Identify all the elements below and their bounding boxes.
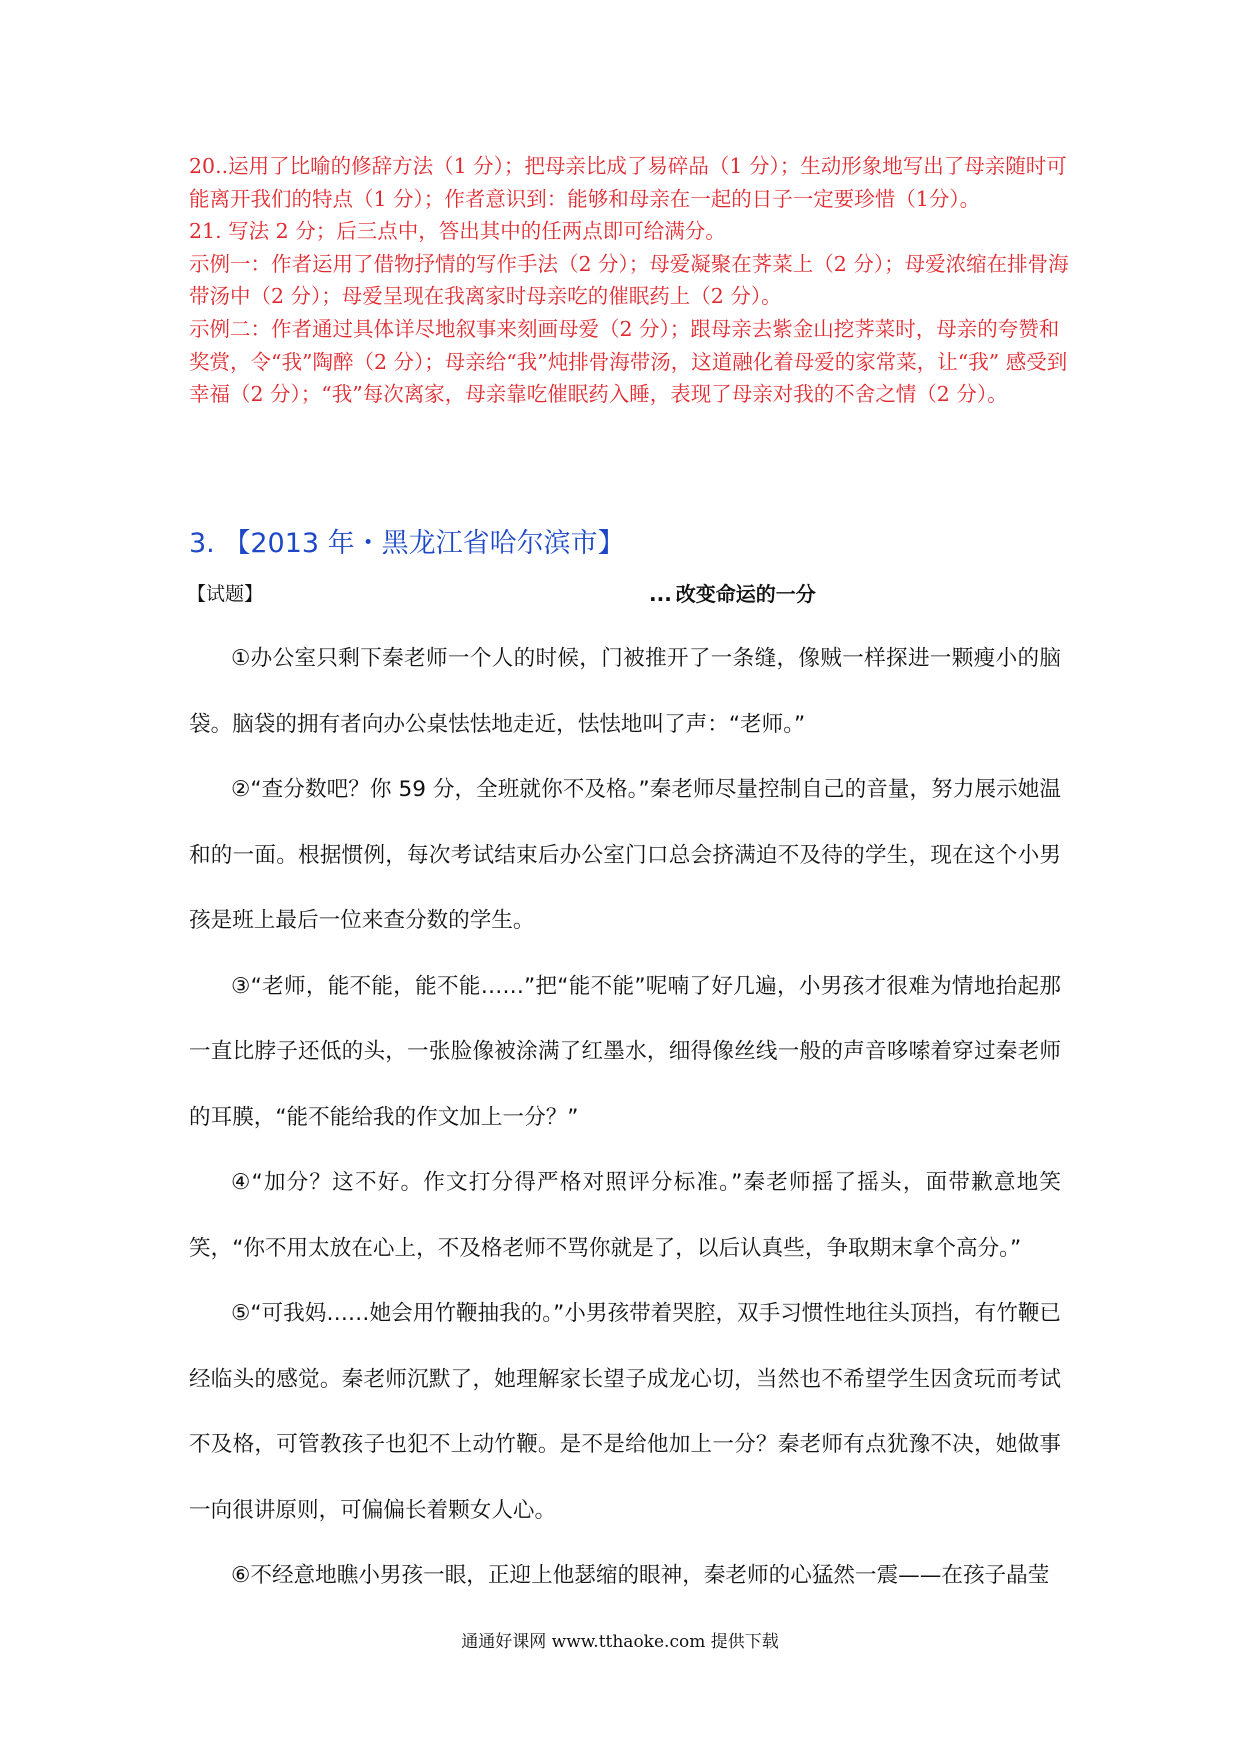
passage-paragraph-3: ③“老师，能不能，能不能……”把“能不能”呢喃了好几遍，小男孩才很难为情地抬起那一直比脖子还低的头，一张脸像被涂满了红墨水，细得像丝线一般的声音哆嗦着穿过秦老师的耳膜，“能不能给我的作文加上一分？”: [189, 973, 1061, 1130]
question-line: [187, 579, 1067, 609]
reading-passage: [189, 626, 1061, 1609]
page-footer: 通通好课网 www.tthaoke.com 提供下载: [461, 1632, 779, 1652]
section-heading: 3. 【2013 年・黑龙江省哈尔滨市】: [189, 528, 625, 559]
answer-20: 20..运用了比喻的修辞方法（1 分）；把母亲比成了易碎品（1 分）；生动形象地写出了母亲随时可能离开我们的特点（1 分）；作者意识到：能够和母亲在一起的日子一定要珍惜（1分）。: [189, 154, 1067, 211]
answer-21: 21. 写法 2 分；后三点中，答出其中的任两点即可给满分。: [189, 219, 726, 244]
passage-paragraph-1: ①办公室只剩下秦老师一个人的时候，门被推开了一条缝，像贼一样探进一颗瘦小的脑袋。脑袋的拥有者向办公桌怯怯地走近，怯怯地叫了声：“老师。”: [189, 646, 1061, 737]
answer-key: [189, 150, 1069, 411]
article-title-wrap: [649, 579, 816, 609]
article-title: 改变命运的一分: [675, 582, 816, 606]
title-dots: ...: [649, 582, 672, 606]
question-label: 【试题】: [187, 583, 264, 605]
passage-paragraph-2: ②“查分数吧？你 59 分，全班就你不及格。”秦老师尽量控制自己的音量，努力展示她温和的一面。根据惯例，每次考试结束后办公室门口总会挤满迫不及待的学生，现在这个小男孩是班上最后一位来查分数的学生。: [189, 777, 1061, 933]
passage-paragraph-6: ⑥不经意地瞧小男孩一眼，正迎上他瑟缩的眼神，秦老师的心猛然一震——在孩子晶莹: [231, 1563, 1050, 1588]
passage-paragraph-5: ⑤“可我妈……她会用竹鞭抽我的。”小男孩带着哭腔，双手习惯性地往头顶挡，有竹鞭已经临头的感觉。秦老师沉默了，她理解家长望子成龙心切，当然也不希望学生因贪玩而考试不及格，可管教孩子也犯不上动竹鞭。是不是给他加上一分？秦老师有点犹豫不决，她做事一向很讲原则，可偏偏长着颗女人心。: [189, 1301, 1061, 1523]
passage-paragraph-4: ④“加分？这不好。作文打分得严格对照评分标准。”秦老师摇了摇头，面带歉意地笑笑，“你不用太放在心上，不及格老师不骂你就是了，以后认真些，争取期末拿个高分。”: [189, 1170, 1061, 1261]
answer-21-example-2: 示例二：作者通过具体详尽地叙事来刻画母爱（2 分）；跟母亲去紫金山挖荠菜时，母亲的夸赞和奖赏，令“我”陶醉（2 分）；母亲给“我”炖排骨海带汤，这道融化着母爱的家常菜，让“我” 感受到幸福（2 分）；“我”每次离家，母亲靠吃催眠药入睡，表现了母亲对我的不舍之情（2 分）。: [189, 316, 1068, 407]
answer-21-example-1: 示例一：作者运用了借物抒情的写作手法（2 分）；母爱凝聚在荠菜上（2 分）；母爱浓缩在排骨海带汤中（2 分）；母爱呈现在我离家时母亲吃的催眠药上（2 分）。: [189, 251, 1069, 309]
